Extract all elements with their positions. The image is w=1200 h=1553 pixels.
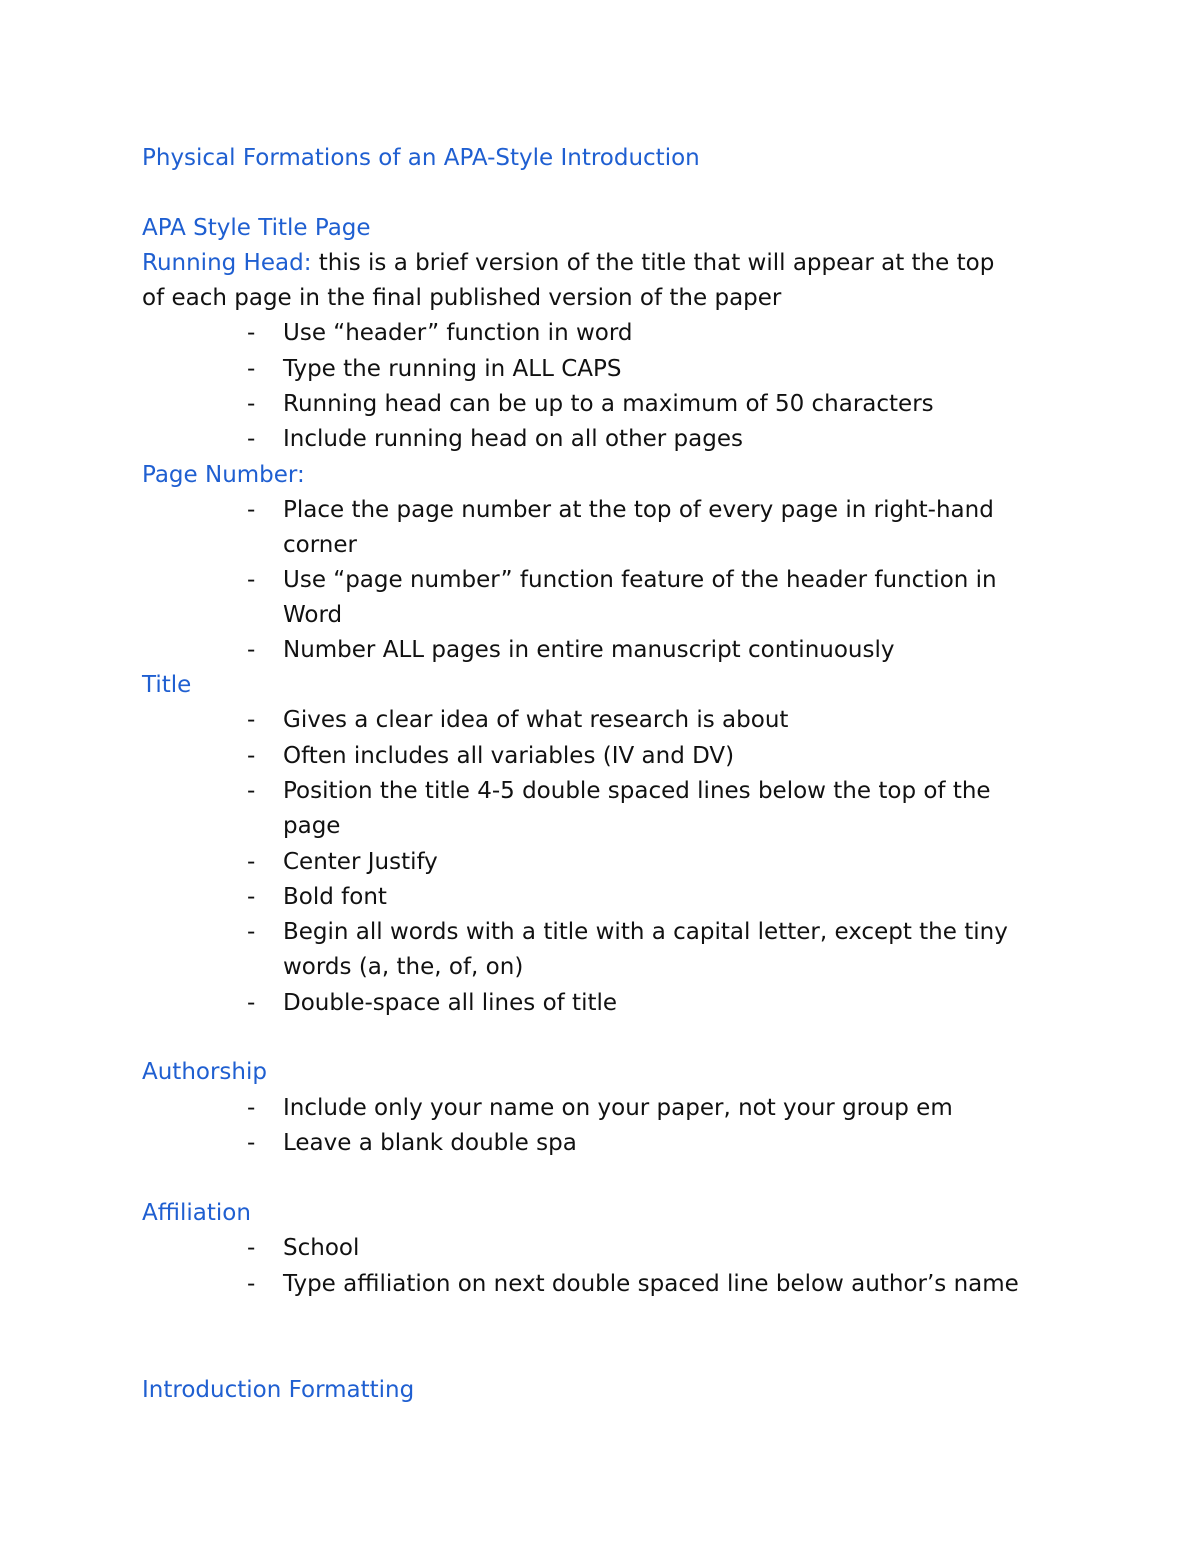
bullet-dash: - [247,567,256,593]
bullet-dash: - [247,1095,256,1121]
bullet-dash: - [247,919,256,945]
list-item: Include running head on all other pages [283,426,743,452]
list-item: Gives a clear idea of what research is about [283,707,789,733]
affiliation-heading: Affiliation [142,1200,251,1226]
title-page-heading: APA Style Title Page [142,215,371,241]
running-head-paragraph [142,248,994,278]
list-item: Use “header” function in word [283,320,633,346]
list-item-continued: corner [283,532,357,558]
list-item: Bold font [283,884,387,910]
list-item: Running head can be up to a maximum of 50 characters [283,391,934,417]
list-item-continued: page [283,813,341,839]
bullet-dash: - [247,1130,256,1156]
list-item: Use “page number” function feature of the header function in [283,567,997,593]
bullet-dash: - [247,884,256,910]
bullet-dash: - [247,356,256,382]
list-item: Place the page number at the top of every page in right-hand [283,497,994,523]
bullet-dash: - [247,990,256,1016]
list-item: Often includes all variables (IV and DV) [283,743,735,769]
introduction-heading: Introduction Formatting [142,1377,415,1403]
bullet-dash: - [247,1271,256,1297]
list-item: Position the title 4-5 double spaced lines below the top of the [283,778,991,804]
bullet-dash: - [247,778,256,804]
bullet-dash: - [247,426,256,452]
list-item-continued: words (a, the, of, on) [283,954,524,980]
list-item: Center Justify [283,849,438,875]
list-item: Include only your name on your paper, not your group em [283,1095,953,1121]
bullet-dash: - [247,637,256,663]
list-item: Type affiliation on next double spaced line below author’s name [283,1271,1019,1297]
list-item: School [283,1235,360,1261]
bullet-dash: - [247,497,256,523]
list-item: Double-space all lines of title [283,990,618,1016]
title-section-heading: Title [142,672,192,698]
running-head-text: this is a brief version of the title that will appear at the top [311,250,995,276]
authorship-heading: Authorship [142,1059,267,1085]
bullet-dash: - [247,1235,256,1261]
list-item: Type the running in ALL CAPS [283,356,622,382]
page-number-heading: Page Number: [142,462,305,488]
bullet-dash: - [247,391,256,417]
bullet-dash: - [247,707,256,733]
bullet-dash: - [247,320,256,346]
document-title: Physical Formations of an APA-Style Introduction [142,145,700,171]
bullet-dash: - [247,849,256,875]
list-item-continued: Word [283,602,343,628]
list-item: Begin all words with a title with a capital letter, except the tiny [283,919,1008,945]
list-item: Leave a blank double spa [283,1130,577,1156]
list-item: Number ALL pages in entire manuscript continuously [283,637,895,663]
running-head-text-continued: of each page in the final published version of the paper [142,285,782,311]
running-head-label: Running Head: [142,250,312,276]
bullet-dash: - [247,743,256,769]
